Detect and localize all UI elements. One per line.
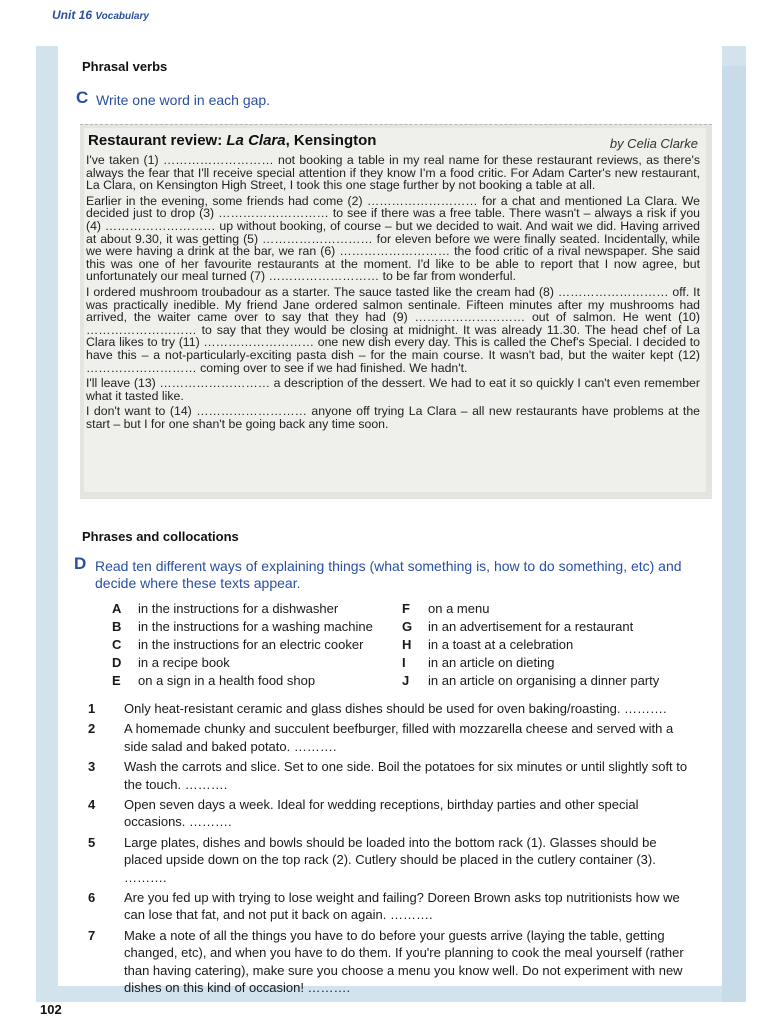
item-number: 6 [88, 890, 96, 906]
exercise-letter-c: C [76, 88, 89, 107]
list-item [88, 796, 688, 831]
option-a [112, 600, 338, 618]
item-text: Open seven days a week. Ideal for wedding receptions, birthday parties and other special occasions. ………. [124, 797, 639, 830]
list-item [88, 700, 688, 717]
option-text: on a sign in a health food shop [138, 673, 316, 688]
exercise-c-instruction: Write one word in each gap. [96, 92, 271, 108]
exercise-letter-d: D [74, 554, 87, 573]
item-text: Are you fed up with trying to lose weight and failing? Doreen Brown asks top nutritionists how we can lose that fat, and not put it back on again. ………. [124, 890, 680, 923]
option-key: I [402, 655, 406, 670]
option-text: in the instructions for an electric cooker [138, 637, 364, 652]
option-key: A [112, 601, 122, 616]
option-text: in an article on organising a dinner party [428, 673, 660, 688]
review-paragraph: I'll leave (13) ……………………… a description of the dessert. We had to eat it so quickly I can't even remember what it tasted like. [86, 376, 700, 403]
option-f [402, 600, 489, 618]
option-h [402, 636, 573, 654]
item-number: 1 [88, 701, 96, 716]
item-text: Large plates, dishes and bowls should be loaded into the bottom rack (1). Glasses should be placed upside down on the top rack (2). Cutlery should be placed in the cutlery container (3). ………. [124, 834, 657, 885]
option-text: in an advertisement for a restaurant [428, 619, 634, 634]
item-number: 2 [88, 721, 96, 737]
list-item [88, 720, 688, 755]
option-b [112, 618, 373, 636]
item-text: Wash the carrots and slice. Set to one side. Boil the potatoes for six minutes or until slightly soft to the touch. ………. [124, 759, 688, 792]
option-text: on a menu [428, 601, 490, 616]
unit-label: Unit 16 [52, 8, 93, 22]
item-text: A homemade chunky and succulent beefburger, filled with mozzarella cheese and served with a side salad and baked potato. ………. [124, 721, 674, 754]
item-number: 7 [88, 927, 96, 943]
option-key: G [402, 619, 413, 634]
option-key: D [112, 655, 122, 670]
review-paragraph: Earlier in the evening, some friends had come (2) ……………………… for a chat and mentioned La Clara. We decided just to drop (3) ……………………… to see if there was a free table. There wasn't – always a risk if you (4) ……………………… up without booking, of course – but we decided to wait. And wait we did. Having arrived at about 9.30, it was getting (5) ……………………… for eleven before we were finally seated. Incidentally, while we were having a drink at the bar, we ran (6) ……………………… the food critic of a rival newspaper. She said this was one of her favourite restaurants at the moment. I'd like to be able to report that I now agree, but unfortunately our meal turned (7) ……………………… to be far from wonderful. [86, 193, 700, 284]
option-e [112, 672, 315, 690]
review-title [88, 132, 376, 149]
item-text: Only heat-resistant ceramic and glass dishes should be used for oven baking/roasting. ………. [124, 701, 667, 716]
option-key: E [112, 673, 121, 688]
option-j [402, 672, 659, 690]
unit-header [52, 8, 149, 22]
section-label: Vocabulary [95, 11, 149, 22]
exercise-d-instruction: Read ten different ways of explaining things (what something is, how to do something, etc) and decide where these texts appear. [95, 558, 682, 591]
item-number: 5 [88, 834, 96, 850]
list-item [88, 834, 688, 886]
option-g [402, 618, 633, 636]
review-title-restaurant: La Clara [226, 132, 286, 149]
option-text: in a toast at a celebration [428, 637, 574, 652]
page-number: 102 [40, 1002, 62, 1017]
list-item [88, 889, 688, 924]
review-title-text: Restaurant review: [88, 132, 227, 149]
item-number: 4 [88, 797, 96, 813]
item-number: 3 [88, 759, 96, 775]
option-key: J [402, 673, 410, 688]
list-item [88, 927, 688, 997]
option-text: in a recipe book [138, 655, 230, 670]
option-text: in the instructions for a washing machine [138, 619, 373, 634]
option-d [112, 654, 230, 672]
option-key: C [112, 637, 122, 652]
option-text: in the instructions for a dishwasher [138, 601, 339, 616]
review-paragraph: I ordered mushroom troubadour as a starter. The sauce tasted like the cream had (8) ……………………… off. It was practically inedible. My friend Jane ordered salmon sentinale. Fifteen minutes after my mushrooms had arrived, the waiter came over to say that they had (9) ……………………… out of salmon. He went (10) ……………………… to say that they would be closing at midnight. It was already 11.30. The head chef of La Clara likes to try (11) ……………………… one new dish every day. This is called the Chef's Special. I decided to have this – a not-particularly-exciting pasta dish – for the main course. It wasn't bad, but the waiter kept (12) ……………………… coming over to see if we had finished. We hadn't. [86, 284, 700, 375]
review-text [86, 154, 700, 433]
review-paragraph: I've taken (1) ……………………… not booking a table in my real name for these restaurant reviews, as there's always the fear that I'll receive special attention if they know I'm a food critic. For Adam Carter's new restaurant, La Clara, on Kensington High Street, I took this one stage further by not booking a table at all. [86, 153, 700, 193]
option-text: in an article on dieting [428, 655, 555, 670]
section-title-phrases: Phrases and collocations [82, 529, 239, 544]
item-text: Make a note of all the things you have to do before your guests arrive (laying the table, getting changed, etc), and when you have to do them. If you're planning to cook the meal yourself (rather than having catering), make sure you choose a menu you know well. Do not experiment with new dishes on this kind of occasion! ………. [124, 927, 684, 996]
review-title-location: , Kensington [285, 132, 377, 149]
option-i [402, 654, 554, 672]
review-byline: by Celia Clarke [609, 136, 698, 151]
option-c [112, 636, 363, 654]
items-list [88, 700, 688, 1000]
option-key: F [402, 601, 410, 616]
option-key: H [402, 637, 412, 652]
review-paragraph: I don't want to (14) ……………………… anyone off trying La Clara – all new restaurants have problems at the start – but I for one shan't be going back any time soon. [86, 404, 700, 431]
list-item [88, 758, 688, 793]
option-key: B [112, 619, 122, 634]
panel-edge [722, 66, 746, 1002]
section-title-phrasal-verbs: Phrasal verbs [82, 59, 168, 74]
